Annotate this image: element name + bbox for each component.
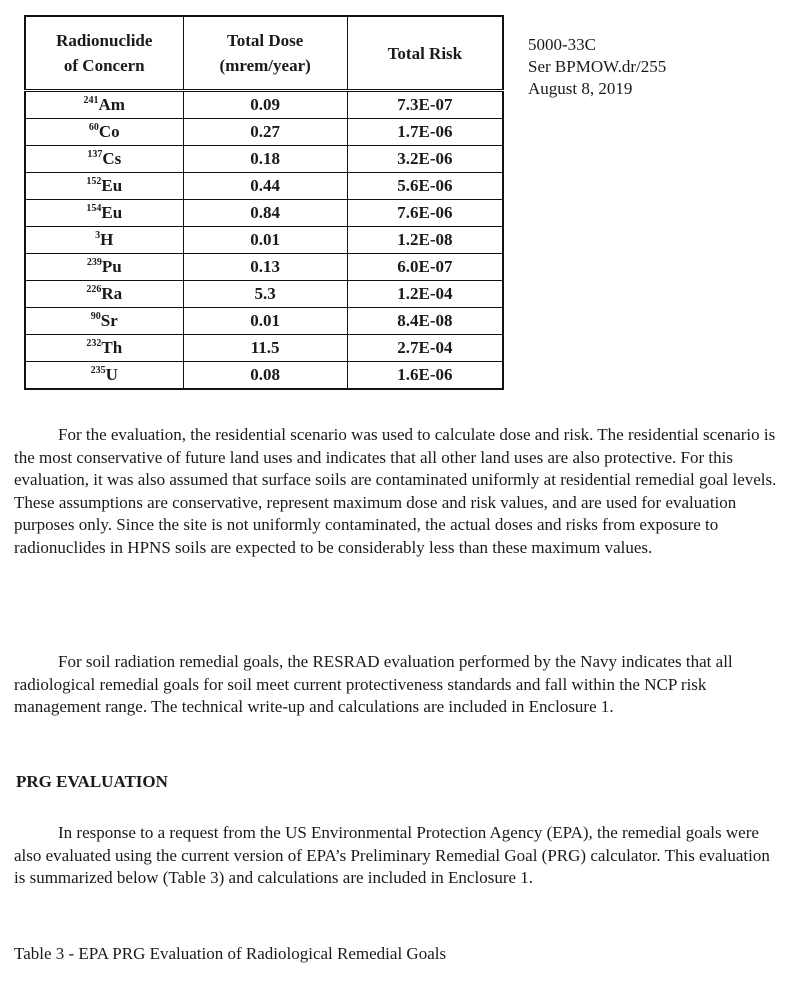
mass-number: 235	[90, 365, 106, 376]
element-symbol: Am	[98, 95, 125, 114]
element-symbol: Sr	[100, 311, 118, 330]
header-total-dose	[183, 16, 347, 91]
cell-radionuclide	[25, 146, 183, 173]
cell-total-risk: 1.7E-06	[347, 119, 503, 146]
header-total-dose-line1: Total Dose	[226, 31, 304, 50]
cell-radionuclide	[25, 281, 183, 308]
element-symbol: Pu	[101, 257, 122, 276]
cell-total-risk: 7.6E-06	[347, 200, 503, 227]
header-total-dose-line2: (mrem/year)	[219, 56, 311, 75]
cell-radionuclide	[25, 200, 183, 227]
element-symbol: Ra	[101, 284, 123, 303]
cell-radionuclide	[25, 119, 183, 146]
cell-total-dose: 0.01	[183, 308, 347, 335]
cell-radionuclide	[25, 254, 183, 281]
mass-number: 90	[90, 311, 101, 322]
paragraph-resrad-text: For soil radiation remedial goals, the RESRAD evaluation performed by the Navy indicates that all radiological remedial goals for soil meet current protectiveness standards and fall within the NCP risk management range. The technical write-up and calculations are included in Enclosure 1.	[14, 652, 733, 717]
section-heading-prg: PRG EVALUATION	[16, 772, 168, 791]
cell-total-risk: 7.3E-07	[347, 91, 503, 119]
table-row	[25, 91, 503, 119]
element-symbol: Eu	[101, 203, 123, 222]
paragraph-evaluation-text: For the evaluation, the residential scenario was used to calculate dose and risk. The residential scenario is the most conservative of future land uses and indicates that all other land uses are also protective. For this evaluation, it was also assumed that surface soils are contaminated uniformly at residential remedial goal levels. These assumptions are conservative, represent maximum dose and risk values, and are used for evaluation purposes only. Since the site is not uniformly contaminated, the actual doses and risks from exposure to radionuclides in HPNS soils are expected to be considerably less than these maximum values.	[14, 425, 777, 557]
cell-total-risk: 2.7E-04	[347, 335, 503, 362]
cell-total-dose: 11.5	[183, 335, 347, 362]
cell-radionuclide	[25, 308, 183, 335]
cell-radionuclide	[25, 227, 183, 254]
paragraph-resrad	[14, 651, 784, 719]
cell-total-dose: 0.44	[183, 173, 347, 200]
element-symbol: Cs	[102, 149, 122, 168]
cell-radionuclide	[25, 335, 183, 362]
document-number: 5000-33C	[528, 35, 596, 54]
serial-number: Ser BPMOW.dr/255	[528, 57, 667, 76]
cell-total-dose: 0.13	[183, 254, 347, 281]
header-radionuclide-line1: Radionuclide	[56, 31, 153, 50]
cell-total-risk: 1.6E-06	[397, 365, 453, 384]
mass-number: 232	[86, 338, 102, 349]
cell-total-dose: 0.27	[183, 119, 347, 146]
table-row	[25, 335, 503, 362]
cell-total-risk: 1.2E-04	[347, 281, 503, 308]
cell-total-risk: 1.2E-08	[347, 227, 503, 254]
header-total-risk: Total Risk	[347, 16, 503, 91]
table-row	[25, 146, 503, 173]
dose-risk-table	[24, 15, 504, 390]
element-symbol: Eu	[101, 176, 123, 195]
element-symbol: H	[100, 230, 114, 249]
mass-number: 152	[86, 176, 102, 187]
document-reference	[528, 34, 666, 100]
document-date: August 8, 2019	[528, 79, 633, 98]
paragraph-prg-text: In response to a request from the US Environmental Protection Agency (EPA), the remedial goals were also evaluated using the current version of EPA’s Preliminary Remedial Goal (PRG) calculator. This evaluation is summarized below (Table 3) and calculations are included in Enclosure 1.	[14, 823, 770, 888]
mass-number: 154	[86, 203, 102, 214]
cell-total-risk: 3.2E-06	[347, 146, 503, 173]
table-body	[25, 91, 503, 390]
element-symbol: Co	[98, 122, 120, 141]
cell-radionuclide	[25, 362, 183, 390]
mass-number: 239	[86, 257, 102, 268]
table-row	[25, 200, 503, 227]
mass-number: 60	[88, 122, 99, 133]
element-symbol: Th	[101, 338, 123, 357]
cell-total-risk: 6.0E-07	[347, 254, 503, 281]
cell-total-dose: 0.01	[183, 227, 347, 254]
table-row	[25, 308, 503, 335]
cell-total-dose: 5.3	[183, 281, 347, 308]
paragraph-evaluation	[14, 424, 784, 560]
paragraph-prg	[14, 822, 784, 890]
cell-total-dose: 0.18	[183, 146, 347, 173]
table-row	[25, 227, 503, 254]
cell-total-dose: 0.08	[183, 362, 347, 390]
cell-radionuclide	[25, 173, 183, 200]
header-radionuclide-line2: of Concern	[63, 56, 145, 75]
header-radionuclide	[25, 16, 183, 91]
table-header-row	[25, 16, 503, 91]
cell-total-dose: 0.09	[183, 91, 347, 119]
table-3-caption: Table 3 - EPA PRG Evaluation of Radiological Remedial Goals	[14, 944, 447, 963]
table-row	[25, 254, 503, 281]
mass-number: 3	[95, 230, 101, 241]
mass-number: 241	[83, 95, 99, 106]
table-row	[25, 362, 503, 390]
cell-total-risk: 5.6E-06	[347, 173, 503, 200]
mass-number: 137	[87, 149, 103, 160]
table-row	[25, 173, 503, 200]
element-symbol: U	[105, 365, 118, 384]
cell-radionuclide	[25, 91, 183, 119]
cell-total-dose: 0.84	[183, 200, 347, 227]
table-row	[25, 119, 503, 146]
mass-number: 226	[86, 284, 102, 295]
cell-total-risk: 8.4E-08	[347, 308, 503, 335]
table-row	[25, 281, 503, 308]
